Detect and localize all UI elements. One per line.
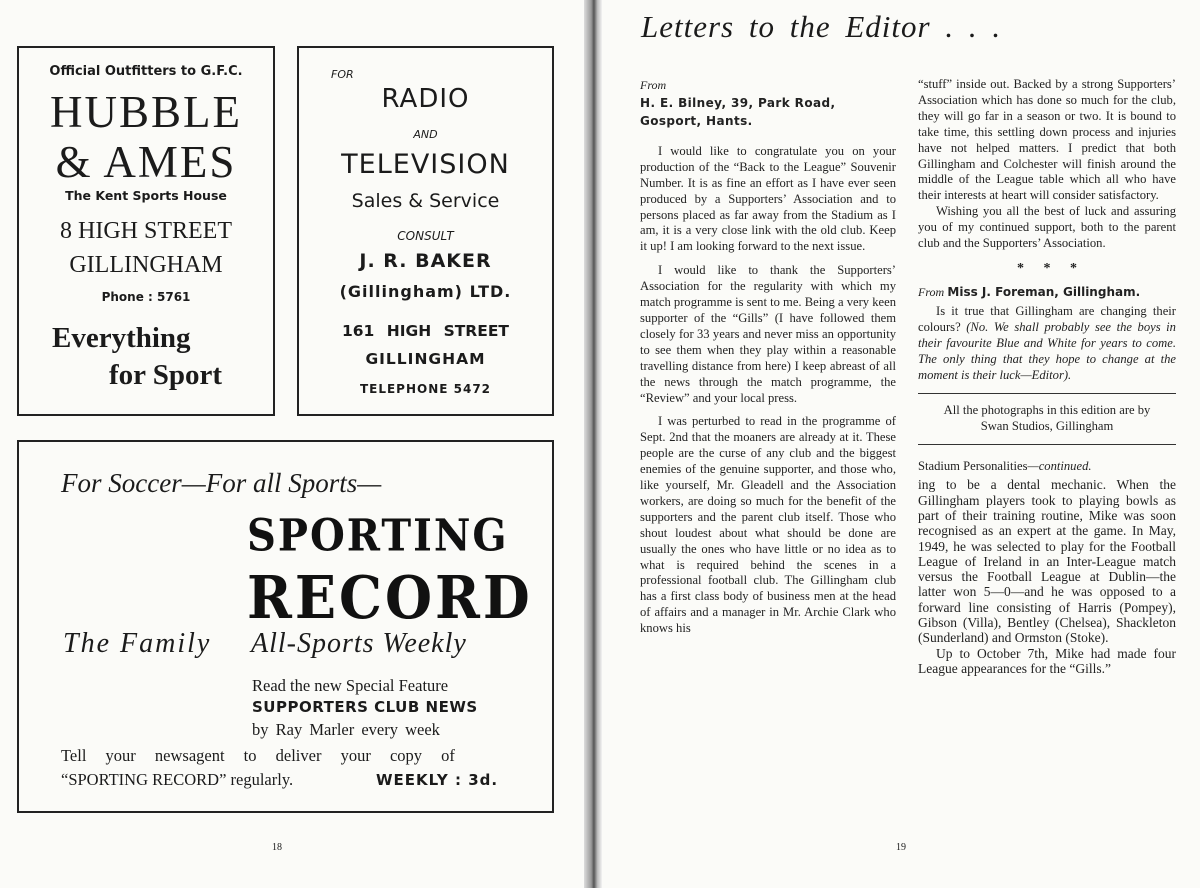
hubble-ames-ad (17, 46, 275, 416)
radio-and-label: AND (413, 128, 438, 141)
consult-label: CONSULT (397, 229, 454, 243)
hubble-subtitle: The Kent Sports House (65, 188, 227, 203)
photo-credit: All the photographs in this edition are by Swan Studios, Gillingham (943, 403, 1151, 433)
letter2-header (918, 283, 1176, 301)
baker-street: 161 HIGH STREET (341, 322, 509, 340)
sporting-by-line: by Ray Marler every week (252, 720, 440, 739)
personalities-continued: —continued. (1027, 459, 1092, 474)
letter2-question: Is it true that Gillingham are changing their colours? (918, 303, 1176, 334)
personalities-heading-line (918, 459, 1176, 475)
letter2-body (918, 304, 1176, 384)
letter1-author-line2: Gosport, Hants. (640, 113, 753, 128)
baker-name: J. R. BAKER (359, 250, 492, 272)
television-title: TELEVISION (341, 149, 510, 180)
letter2-editor-reply: (No. We shall probably see the boys in their favourite Blue and White for years to come. The only thing that they hope to change at the moment is their luck—Editor). (918, 319, 1176, 382)
sporting-family-right: All-Sports Weekly (251, 628, 467, 659)
book-spine (584, 0, 602, 888)
sporting-feature: SUPPORTERS CLUB NEWS (252, 698, 478, 716)
radio-television-ad (297, 46, 554, 416)
hubble-phone: Phone : 5761 (101, 290, 191, 304)
letters-column-left (640, 78, 896, 637)
asterisk-divider: * * * (1017, 260, 1077, 276)
letter1-from: From (640, 78, 667, 92)
sporting-price: WEEKLY : 3d. (376, 771, 499, 789)
letter1-paragraph-3: I was perturbed to read in the programme of Sept. 2nd that the moaners are already at it. These people are the curse of any club and the biggest enemies of the genuine supporter, and those who, like yourself, Mr. Gleadell and the Association workers, are doing so much for the benefit of the supporters and the parent club itself. Those who shout loudest about what should be done are usually the ones who have little or no idea as to what is required behind the scenes in a professional football club. The Gillingham club has a first class body of business men at the head of affairs and a manager in Mr. Archie Clark who knows his (640, 414, 896, 636)
sporting-title-line1: SPORTING (247, 509, 509, 562)
hubble-slogan-line1: Everything (52, 322, 191, 354)
baker-town: GILLINGHAM (365, 350, 486, 368)
hubble-address-line2: GILLINGHAM (69, 252, 223, 278)
hubble-name-line1: HUBBLE (50, 87, 242, 137)
page-number-right: 19 (896, 842, 906, 853)
page-number-left: 18 (272, 842, 282, 853)
letters-heading: Letters to the Editor . . . (641, 9, 1002, 44)
photo-credit-rule-bottom (918, 444, 1176, 445)
letter1-paragraph-5: Wishing you all the best of luck and assuring you of my continued support, both to the parent club and the Supporters’ Association. (918, 204, 1176, 251)
personalities-heading: Stadium Personalities (918, 459, 1028, 474)
sporting-tell-line: Tell your newsagent to deliver your copy of (61, 746, 455, 765)
hubble-address-line1: 8 HIGH STREET (60, 218, 232, 244)
sales-service: Sales & Service (351, 190, 500, 212)
personalities-paragraph-1: ing to be a dental mechanic. When the Gillingham players took to playing bowls as part of their training routine, Mike was soon recognised as an expert at the game. In May, 1949, he was selected to play for the Football League of Ireland in an Inter-League match versus the Football League at Dublin—the latter won 5—0—and he was opposed to a forward line consisting of Harris (Pompey), Gibson (Villa), Bentley (Chelsea), Shackleton (Sunderland) and Ormston (Stoke). (918, 477, 1176, 646)
letter1-paragraph-1: I would like to congratulate you on your production of the “Back to the League” Souvenir Number. It is as fine an effort as I have ever seen produced by a Supporters’ Association and to persons placed as far away from the Stadium as I am, it is a very close link with the old club. Keep it up! I am looking forward to the next issue. (640, 143, 896, 254)
hubble-slogan-line2: for Sport (109, 359, 223, 391)
personalities-paragraph-2: Up to October 7th, Mike had made four League appearances for the “Gills.” (918, 645, 1176, 676)
sporting-title-line2: RECORD (247, 561, 533, 633)
hubble-name-line2: & AMES (55, 137, 237, 187)
hubble-tagline: Official Outfitters to G.F.C. (49, 64, 243, 79)
sporting-read-line: Read the new Special Feature (252, 676, 449, 695)
sporting-headline: For Soccer—For all Sports— (61, 468, 382, 498)
letter1-paragraph-2: I would like to thank the Supporters’ Association for the regularity with which my match programme is sent to me. Being a very keen supporter of the “Gills” (I have followed them closely for 33 years and never miss an opportunity to see them when they play within a reasonable travelling distance from here) I keep abreast of all the news through the match programme, the “Review” and your local press. (640, 263, 896, 405)
letter2-author: Miss J. Foreman, Gillingham. (947, 284, 1141, 299)
baker-telephone: TELEPHONE 5472 (359, 382, 492, 396)
radio-title: RADIO (381, 84, 470, 114)
sporting-record-ad (17, 440, 554, 813)
letter2-from: From (918, 284, 945, 299)
baker-company: (Gillingham) LTD. (339, 282, 512, 301)
letters-column-right (918, 77, 1176, 676)
letter1-author-line1: H. E. Bilney, 39, Park Road, (640, 95, 836, 110)
radio-for-label: FOR (331, 68, 354, 81)
sporting-sr-line: “SPORTING RECORD” regularly. (61, 770, 294, 789)
letter1-paragraph-4: “stuff” inside out. Backed by a strong Supporters’ Association which has done so much for the club, they will go far in a season or two. It is bound to take time, this settling down process and injuries have not helped matters. I predict that both Gillingham and Colchester will finish around the middle of the League table which all who have their interests at heart will consider satisfactory. (918, 77, 1176, 203)
sporting-family-left: The Family (63, 628, 212, 659)
